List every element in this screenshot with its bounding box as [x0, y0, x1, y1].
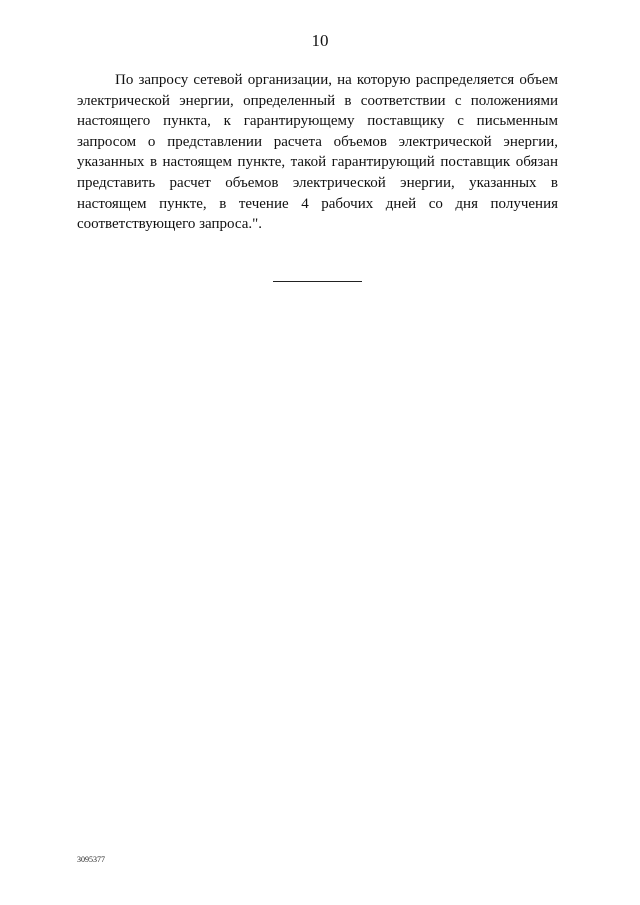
body-paragraph: По запросу сетевой организации, на которую распределяется объем электрической энергии, определенный в соответствии с положениями настоящего пункта, к гарантирующему поставщику с письменным запросом о представлении расчета объемов электрической энергии, указанных в настоящем пункте, такой гарантирующий поставщик обязан представить расчет объемов электрической энергии, указанных в настоящем пункте, в течение 4 рабочих дней со дня получения соответствующего запроса.". — [77, 72, 558, 233]
separator-line — [273, 281, 362, 282]
page-number: 10 — [311, 31, 329, 50]
document-code: 3095377 — [77, 855, 105, 864]
